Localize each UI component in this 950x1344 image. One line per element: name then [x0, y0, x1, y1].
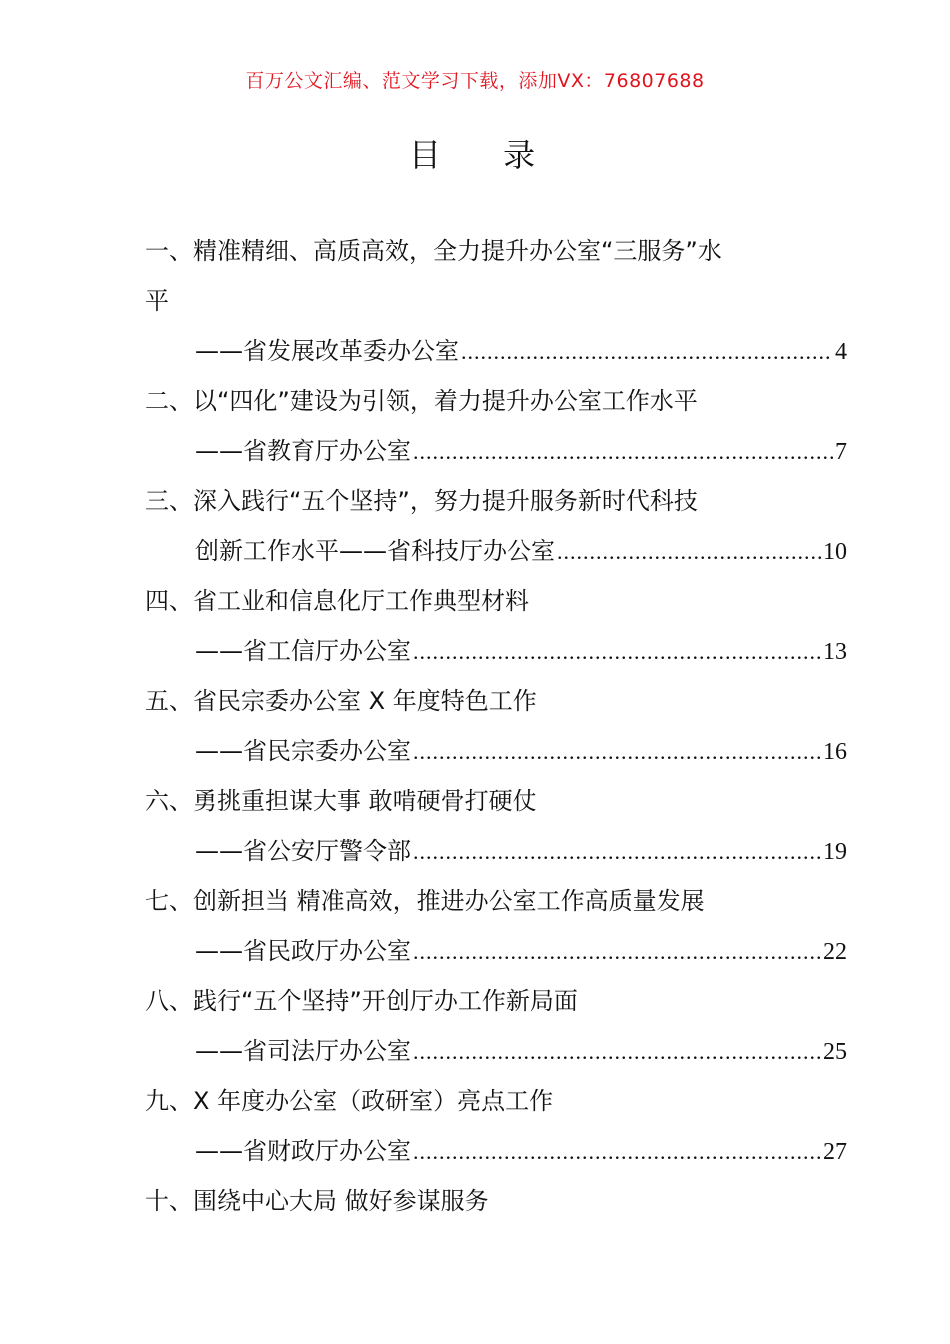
dot-leader — [461, 327, 833, 377]
toc-entry-page-number: 22 — [823, 939, 847, 965]
toc-entry-source: ——省民宗委办公室 — [195, 737, 411, 765]
dot-leader — [413, 927, 821, 977]
toc-entry-title: 十、围绕中心大局 做好参谋服务 — [145, 1187, 489, 1215]
dot-leader — [413, 727, 821, 777]
toc-entry-source-row — [145, 826, 847, 876]
toc-entry-title: 七、创新担当 精准高效，推进办公室工作高质量发展 — [145, 887, 705, 915]
toc-entry-title: 三、深入践行“五个坚持”，努力提升服务新时代科技 — [145, 487, 698, 515]
toc-entry-title: 九、X 年度办公室（政研室）亮点工作 — [145, 1087, 554, 1115]
toc-entry-page-number: 4 — [835, 339, 847, 365]
toc-entry[interactable] — [145, 226, 847, 376]
toc-entry-source: ——省发展改革委办公室 — [195, 337, 459, 365]
toc-entry[interactable] — [145, 1176, 847, 1226]
toc-entry-page-number: 27 — [823, 1139, 847, 1165]
toc-entry-source: ——省公安厅警令部 — [195, 837, 411, 865]
dot-leader — [413, 1027, 821, 1077]
toc-entry-page-number: 25 — [823, 1039, 847, 1065]
toc-entry-source-row — [145, 326, 847, 376]
toc-entry-title: 四、省工业和信息化厅工作典型材料 — [145, 587, 529, 615]
toc-entry-source-row — [145, 926, 847, 976]
toc-entry[interactable] — [145, 1076, 847, 1176]
toc-entry[interactable] — [145, 476, 847, 576]
toc-entry-title: 八、践行“五个坚持”开创厅办工作新局面 — [145, 987, 578, 1015]
toc-entry-title: 平 — [145, 287, 169, 315]
dot-leader — [413, 427, 833, 477]
toc-entry-page-number: 13 — [823, 639, 847, 665]
toc-entry-source: ——省民政厅办公室 — [195, 937, 411, 965]
dot-leader — [413, 627, 821, 677]
toc-entry-source: ——省财政厅办公室 — [195, 1137, 411, 1165]
toc-entry-page-number: 7 — [835, 439, 847, 465]
toc-entry[interactable] — [145, 676, 847, 776]
toc-entry-source-row — [145, 626, 847, 676]
toc-entry-source-row — [145, 1126, 847, 1176]
toc-entry[interactable] — [145, 576, 847, 676]
dot-leader — [413, 1127, 821, 1177]
toc-entry-title: 一、精准精细、高质高效，全力提升办公室“三服务”水 — [145, 237, 722, 265]
toc-entry-source: ——省司法厅办公室 — [195, 1037, 411, 1065]
dot-leader — [557, 527, 821, 577]
toc-entry-source-row — [145, 426, 847, 476]
toc-entry[interactable] — [145, 876, 847, 976]
toc-entry-title: 六、勇挑重担谋大事 敢啃硬骨打硬仗 — [145, 787, 537, 815]
toc-entry-source-row — [145, 726, 847, 776]
toc-entry-title: 五、省民宗委办公室 X 年度特色工作 — [145, 687, 537, 715]
header-watermark-note: 百万公文汇编、范文学习下载，添加VX：76807688 — [245, 70, 705, 92]
dot-leader — [413, 827, 821, 877]
toc-entry-page-number: 19 — [823, 839, 847, 865]
toc-list — [145, 226, 847, 1226]
toc-entry-page-number: 16 — [823, 739, 847, 765]
toc-entry-source-row — [145, 526, 847, 576]
toc-entry[interactable] — [145, 976, 847, 1076]
toc-entry[interactable] — [145, 376, 847, 476]
toc-entry-source-row — [145, 1026, 847, 1076]
toc-entry-source: 创新工作水平——省科技厅办公室 — [195, 537, 555, 565]
toc-entry-source: ——省教育厅办公室 — [195, 437, 411, 465]
toc-entry[interactable] — [145, 776, 847, 876]
toc-title: 目 录 — [408, 136, 562, 174]
toc-entry-page-number: 10 — [823, 539, 847, 565]
toc-entry-source: ——省工信厅办公室 — [195, 637, 411, 665]
toc-entry-title: 二、以“四化”建设为引领，着力提升办公室工作水平 — [145, 387, 698, 415]
